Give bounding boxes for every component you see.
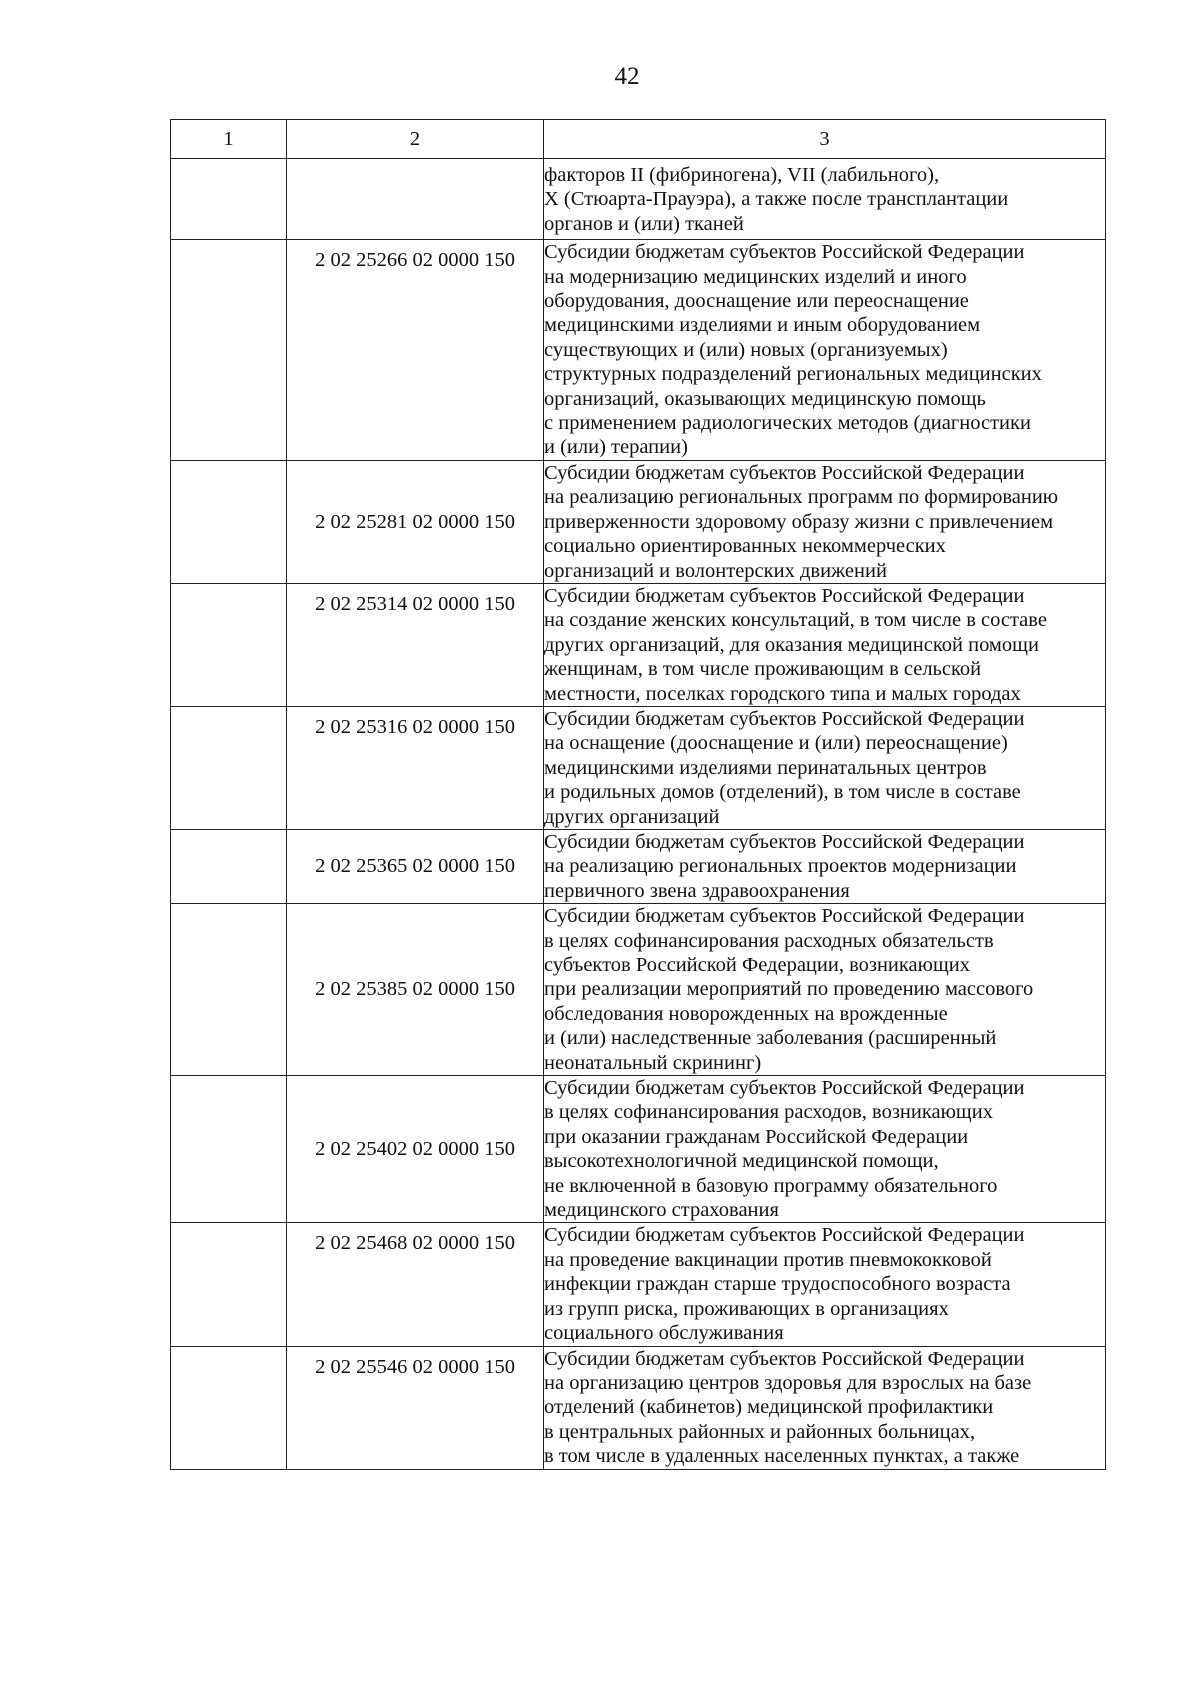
- budget-code-cell: 2 02 25316 02 0000 150: [287, 706, 544, 829]
- table-row: [171, 904, 1106, 1076]
- column-header-1: 1: [171, 120, 287, 159]
- budget-code-cell: 2 02 25281 02 0000 150: [287, 460, 544, 583]
- description-cell: Субсидии бюджетам субъектов Российской Федерации в целях софинансирования расходов, возникающих при оказании гражданам Российской Федерации высокотехнологичной медицинской помощи, не включенной в базовую программу обязательного медицинского страхования: [544, 1076, 1106, 1223]
- description-cell: Субсидии бюджетам субъектов Российской Федерации в целях софинансирования расходных обязательств субъектов Российской Федерации, возникающих при реализации мероприятий по проведению массового обследования новорожденных на врожденные и (или) наследственные заболевания (расширенный неонатальный скрининг): [544, 904, 1106, 1076]
- row-number-cell: [171, 706, 287, 829]
- table-row: [171, 240, 1106, 461]
- table-row: [171, 1076, 1106, 1223]
- description-cell: Субсидии бюджетам субъектов Российской Федерации на реализацию региональных проектов модернизации первичного звена здравоохранения: [544, 829, 1106, 903]
- page-number: 42: [614, 63, 640, 90]
- table-row: [171, 583, 1106, 706]
- row-number-cell: [171, 1223, 287, 1346]
- description-cell: Субсидии бюджетам субъектов Российской Федерации на создание женских консультаций, в том числе в составе других организаций, для оказания медицинской помощи женщинам, в том числе проживающим в сельской местности, поселках городского типа и малых городах: [544, 583, 1106, 706]
- table-row: [171, 706, 1106, 829]
- table-header-row: [171, 120, 1106, 159]
- description-cell: Субсидии бюджетам субъектов Российской Федерации на реализацию региональных программ по формированию приверженности здоровому образу жизни с привлечением социально ориентированных некоммерческих организаций и волонтерских движений: [544, 460, 1106, 583]
- description-cell: Субсидии бюджетам субъектов Российской Федерации на проведение вакцинации против пневмококковой инфекции граждан старше трудоспособного возраста из групп риска, проживающих в организациях социального обслуживания: [544, 1223, 1106, 1346]
- description-cell: Субсидии бюджетам субъектов Российской Федерации на организацию центров здоровья для взрослых на базе отделений (кабинетов) медицинской профилактики в центральных районных и районных больницах, в том числе в удаленных населенных пунктах, а также: [544, 1346, 1106, 1469]
- row-number-cell: [171, 159, 287, 240]
- row-number-cell: [171, 1346, 287, 1469]
- budget-code-cell: 2 02 25266 02 0000 150: [287, 240, 544, 461]
- row-number-cell: [171, 829, 287, 903]
- budget-code-cell: 2 02 25468 02 0000 150: [287, 1223, 544, 1346]
- table-row: [171, 159, 1106, 240]
- budget-code-cell: 2 02 25365 02 0000 150: [287, 829, 544, 903]
- description-cell: факторов II (фибриногена), VII (лабильного), X (Стюарта-Прауэра), а также после трансплантации органов и (или) тканей: [544, 159, 1106, 240]
- table-row: [171, 829, 1106, 903]
- column-header-2: 2: [287, 120, 544, 159]
- row-number-cell: [171, 460, 287, 583]
- budget-code-cell: [287, 159, 544, 240]
- budget-classification-table: [170, 119, 1106, 1470]
- table-row: [171, 1223, 1106, 1346]
- description-cell: Субсидии бюджетам субъектов Российской Федерации на модернизацию медицинских изделий и иного оборудования, дооснащение или переоснащение медицинскими изделиями и иным оборудованием существующих и (или) новых (организуемых) структурных подразделений региональных медицинских организаций, оказывающих медицинскую помощь с применением радиологических методов (диагностики и (или) терапии): [544, 240, 1106, 461]
- table-body: [171, 159, 1106, 1470]
- column-header-3: 3: [544, 120, 1106, 159]
- budget-code-cell: 2 02 25314 02 0000 150: [287, 583, 544, 706]
- budget-code-cell: 2 02 25546 02 0000 150: [287, 1346, 544, 1469]
- description-cell: Субсидии бюджетам субъектов Российской Федерации на оснащение (дооснащение и (или) переоснащение) медицинскими изделиями перинатальных центров и родильных домов (отделений), в том числе в составе других организаций: [544, 706, 1106, 829]
- budget-code-cell: 2 02 25402 02 0000 150: [287, 1076, 544, 1223]
- budget-code-cell: 2 02 25385 02 0000 150: [287, 904, 544, 1076]
- table-row: [171, 1346, 1106, 1469]
- row-number-cell: [171, 583, 287, 706]
- row-number-cell: [171, 240, 287, 461]
- table-row: [171, 460, 1106, 583]
- row-number-cell: [171, 904, 287, 1076]
- row-number-cell: [171, 1076, 287, 1223]
